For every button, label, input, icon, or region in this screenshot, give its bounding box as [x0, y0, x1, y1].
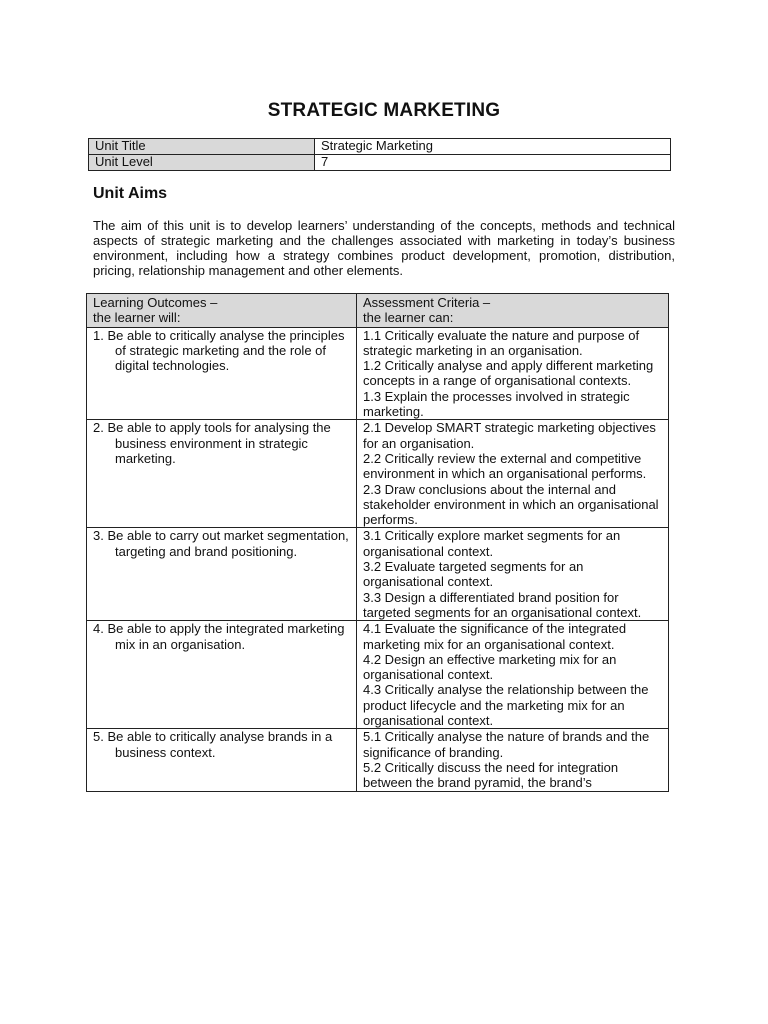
- table-row: [87, 621, 669, 729]
- criteria-cell: [357, 621, 669, 729]
- criteria-cell: [357, 327, 669, 420]
- criterion-text: 4.3 Critically analyse the relationship between the product lifecycle and the marketing mix for an organisational context.: [363, 682, 649, 729]
- outcome-text: 1. Be able to critically analyse the principles of strategic marketing and the role of digital technologies.: [93, 327, 345, 374]
- criterion-text: 5.1 Critically analyse the nature of brands and the significance of branding.: [363, 729, 650, 760]
- table-row: [87, 420, 669, 528]
- criterion-text: 4.2 Design an effective marketing mix for an organisational context.: [363, 651, 617, 683]
- criterion-text: 2.3 Draw conclusions about the internal and stakeholder environment in which an organisational performs.: [363, 481, 659, 528]
- outcome-cell: [87, 729, 357, 791]
- assessment-criteria-header-line1: Assessment Criteria –: [363, 295, 491, 310]
- learning-outcomes-header-line2: the learner will:: [93, 310, 181, 326]
- outcome-text: 2. Be able to apply tools for analysing the business environment in strategic marketing.: [93, 420, 331, 466]
- outcome-text: 3. Be able to carry out market segmentation, targeting and brand positioning.: [93, 528, 349, 559]
- criterion-text: 3.1 Critically explore market segments for an organisational context.: [363, 528, 621, 559]
- criterion-text: 1.2 Critically analyse and apply different marketing concepts in a range of organisational contexts.: [363, 358, 654, 389]
- criterion-text: 2.2 Critically review the external and competitive environment in which an organisational performs.: [363, 450, 647, 482]
- unit-aims-heading: Unit Aims: [93, 185, 168, 202]
- unit-level-label: Unit Level: [89, 155, 315, 171]
- criterion-text: 3.3 Design a differentiated brand position for targeted segments for an organisational context.: [363, 589, 642, 620]
- table-row: [87, 528, 669, 621]
- criteria-cell: [357, 729, 669, 791]
- table-row: [87, 729, 669, 791]
- unit-level-row: [89, 155, 671, 171]
- criterion-text: 1.1 Critically evaluate the nature and purpose of strategic marketing in an organisation.: [363, 327, 640, 358]
- outcome-text: 5. Be able to critically analyse brands in a business context.: [93, 729, 333, 760]
- criterion-text: 3.2 Evaluate targeted segments for an organisational context.: [363, 559, 584, 590]
- unit-level-value: 7: [315, 155, 671, 171]
- outcome-cell: [87, 327, 357, 420]
- unit-title-row: [89, 139, 671, 155]
- outcome-text: 4. Be able to apply the integrated marketing mix in an organisation.: [93, 621, 345, 652]
- unit-info-table: [88, 138, 671, 171]
- assessment-criteria-header-line2: the learner can:: [363, 310, 454, 326]
- outcome-cell: [87, 420, 357, 528]
- criterion-text: 5.2 Critically discuss the need for integration between the brand pyramid, the brand’s: [363, 759, 619, 791]
- unit-aims-paragraph: The aim of this unit is to develop learners’ understanding of the concepts, methods and technical aspects of strategic marketing and the challenges associated with marketing in today’s business environment, including how a strategy combines product development, promotion, distribution, pricing, relationship management and other elements.: [93, 218, 675, 278]
- learning-outcomes-header-line1: Learning Outcomes –: [93, 295, 218, 310]
- document-title: STRATEGIC MARKETING: [267, 100, 501, 121]
- criteria-cell: [357, 528, 669, 621]
- criteria-cell: [357, 420, 669, 528]
- criterion-text: 4.1 Evaluate the significance of the integrated marketing mix for an organisational context.: [363, 621, 627, 652]
- criterion-text: 2.1 Develop SMART strategic marketing objectives for an organisation.: [363, 420, 656, 451]
- outcome-cell: [87, 528, 357, 621]
- learning-outcomes-table: [86, 293, 669, 792]
- table-row: [87, 327, 669, 420]
- unit-title-value: Strategic Marketing: [315, 139, 671, 155]
- table-header-row: [87, 294, 669, 328]
- unit-title-label: Unit Title: [89, 139, 315, 155]
- criterion-text: 1.3 Explain the processes involved in strategic marketing.: [363, 388, 630, 420]
- outcome-cell: [87, 621, 357, 729]
- assessment-criteria-header: [357, 294, 669, 328]
- learning-outcomes-header: [87, 294, 357, 328]
